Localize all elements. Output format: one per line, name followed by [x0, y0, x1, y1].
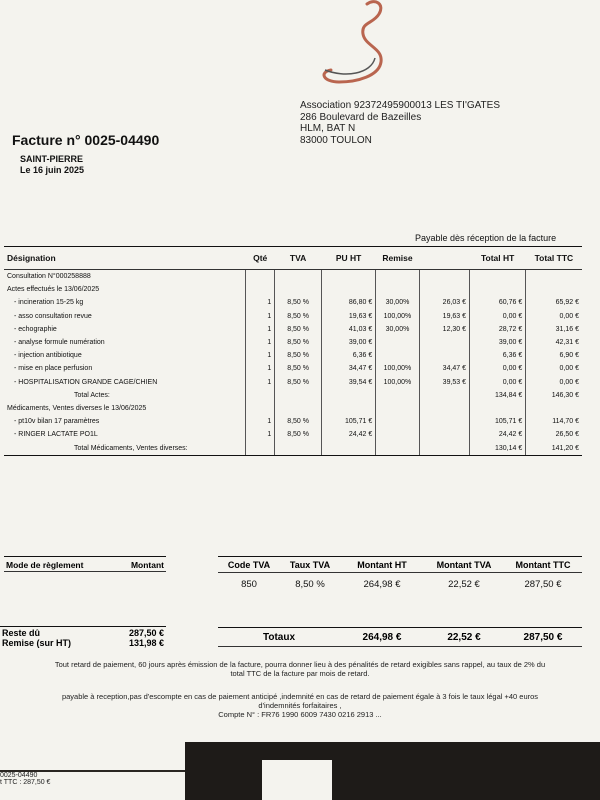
- cell-qty: 1: [246, 349, 275, 362]
- tva-amount: 22,52 €: [448, 579, 480, 590]
- cell-designation: Médicaments, Ventes diverses le 13/06/2025: [7, 404, 147, 412]
- tva-rate-header: Taux TVA: [289, 560, 331, 570]
- terms-line1: payable à reception,pas d'escompte en cas de paiement anticipé ,indemnité en cas de retard de paiement égale à 3 fois le taux légal +40 euros: [61, 692, 539, 701]
- cell-pu-ht: [321, 402, 375, 415]
- payment-header: [4, 556, 166, 572]
- cell-qty: [246, 389, 275, 402]
- cell-remise: [376, 441, 419, 455]
- cell-designation: - echographie: [14, 325, 57, 333]
- table-row: [4, 441, 582, 455]
- cell-total-ht: 0,00 €: [470, 376, 526, 389]
- cell-tva: 8,50 %: [275, 376, 322, 389]
- table-row: [4, 376, 582, 389]
- tva-rate: 8,50 %: [295, 579, 325, 590]
- footer-ref: 0025-04490: [0, 772, 38, 779]
- cell-remise-amount: [419, 441, 469, 455]
- late-note-line2: total TTC de la facture par mois de retard.: [230, 669, 370, 678]
- cell-pu-ht: [321, 270, 375, 284]
- cell-total-ttc: 31,16 €: [526, 323, 582, 336]
- cell-pu-ht: [321, 283, 375, 296]
- cell-total-ht: 105,71 €: [470, 415, 526, 428]
- cell-total-ht: 24,42 €: [470, 428, 526, 441]
- table-row: [4, 402, 582, 415]
- table-row: [4, 270, 582, 284]
- client-name: SAINT-PIERRE: [20, 154, 84, 164]
- cell-remise: 100,00%: [376, 310, 419, 323]
- reste-du-label: Reste dû: [2, 628, 41, 638]
- reste-du-value: 287,50 €: [128, 628, 164, 638]
- cell-remise-amount: 26,03 €: [419, 296, 469, 309]
- invoice-lines-table: [4, 246, 582, 456]
- cell-remise-amount: [419, 336, 469, 349]
- cell-total-ttc: 114,70 €: [526, 415, 582, 428]
- cell-pu-ht: 6,36 €: [321, 349, 375, 362]
- cell-tva: [275, 270, 322, 284]
- cell-designation: - asso consultation revue: [14, 312, 92, 320]
- cell-tva: [275, 402, 322, 415]
- cell-remise: [376, 402, 419, 415]
- balance-block: [0, 626, 166, 648]
- cell-qty: [246, 270, 275, 284]
- cell-pu-ht: [321, 441, 375, 455]
- table-row: [4, 389, 582, 402]
- invoice-client-block: [20, 154, 84, 176]
- footer-stub: [0, 772, 185, 800]
- cell-total-ttc: 65,92 €: [526, 296, 582, 309]
- cell-remise-amount: [419, 270, 469, 284]
- cell-designation: - analyse formule numération: [14, 339, 105, 347]
- cell-designation: Total Médicaments, Ventes diverses:: [4, 441, 246, 455]
- invoice-date: Le 16 juin 2025: [20, 165, 85, 175]
- cell-total-ht: [470, 402, 526, 415]
- cell-total-ht: 0,00 €: [470, 310, 526, 323]
- cell-total-ttc: 26,50 €: [526, 428, 582, 441]
- cell-pu-ht: 105,71 €: [321, 415, 375, 428]
- cell-designation: - injection antibiotique: [14, 352, 82, 360]
- cell-total-ttc: 42,31 €: [526, 336, 582, 349]
- cell-tva: [275, 283, 322, 296]
- tva-code: 850: [241, 579, 257, 590]
- cell-qty: 1: [246, 376, 275, 389]
- cell-pu-ht: 41,03 €: [321, 323, 375, 336]
- cell-qty: 1: [246, 415, 275, 428]
- totals-ttc: 287,50 €: [523, 632, 563, 643]
- payment-mode-label: Mode de règlement: [6, 560, 84, 570]
- late-note-line1: Tout retard de paiement, 60 jours après émission de la facture, pourra donner lieu à des pénalités de retard exigibles sans rappel, au taux de 2% du: [54, 660, 546, 669]
- cell-tva: 8,50 %: [275, 362, 322, 375]
- cell-total-ht: [470, 270, 526, 284]
- cell-remise: 100,00%: [376, 362, 419, 375]
- cell-total-ttc: [526, 402, 582, 415]
- header-total-ht: Total HT: [470, 247, 526, 270]
- photo-dark-background: [185, 742, 600, 800]
- cell-total-ht: [470, 283, 526, 296]
- cell-remise-amount: [419, 428, 469, 441]
- cell-pu-ht: 19,63 €: [321, 310, 375, 323]
- invoice-title: Facture n° 0025-04490: [12, 132, 160, 148]
- payment-terms-note: [0, 692, 600, 719]
- cell-designation: Actes effectués le 13/06/2025: [7, 286, 100, 294]
- cell-tva: 8,50 %: [275, 428, 322, 441]
- cell-designation: - incineration 15-25 kg: [14, 299, 84, 307]
- header-designation: Désignation: [4, 247, 246, 270]
- table-row: [4, 283, 582, 296]
- cell-total-ttc: 146,30 €: [526, 389, 582, 402]
- header-qty: Qté: [246, 247, 275, 270]
- cell-remise: [376, 428, 419, 441]
- header-remise: Remise: [376, 247, 419, 270]
- cell-tva: 8,50 %: [275, 415, 322, 428]
- cell-remise: [376, 336, 419, 349]
- cell-designation: - HOSPITALISATION GRANDE CAGE/CHIEN: [14, 378, 158, 386]
- payable-note: Payable dès réception de la facture: [415, 233, 557, 243]
- cell-pu-ht: 34,47 €: [321, 362, 375, 375]
- cell-total-ttc: [526, 283, 582, 296]
- cell-total-ht: 6,36 €: [470, 349, 526, 362]
- cell-remise-amount: 39,53 €: [419, 376, 469, 389]
- tva-amount-header: Montant TVA: [436, 560, 492, 570]
- tva-ttc-header: Montant TTC: [515, 560, 571, 570]
- table-row: [4, 323, 582, 336]
- cell-pu-ht: 39,00 €: [321, 336, 375, 349]
- table-row: [4, 336, 582, 349]
- tva-ht-header: Montant HT: [357, 560, 407, 570]
- cell-total-ht: 28,72 €: [470, 323, 526, 336]
- cell-qty: 1: [246, 336, 275, 349]
- bank-account: Compte N° : FR76 1990 6009 7430 0216 2913 ...: [218, 710, 382, 719]
- cell-tva: 8,50 %: [275, 349, 322, 362]
- cell-remise: [376, 415, 419, 428]
- cell-qty: [246, 283, 275, 296]
- cell-remise-amount: 12,30 €: [419, 323, 469, 336]
- cell-total-ttc: 0,00 €: [526, 376, 582, 389]
- cell-remise-amount: 34,47 €: [419, 362, 469, 375]
- cell-tva: [275, 389, 322, 402]
- cell-remise: 30,00%: [376, 296, 419, 309]
- cell-total-ttc: 0,00 €: [526, 310, 582, 323]
- cell-total-ht: 0,00 €: [470, 362, 526, 375]
- table-row: [4, 362, 582, 375]
- cell-remise-amount: [419, 349, 469, 362]
- cell-total-ht: 39,00 €: [470, 336, 526, 349]
- cell-pu-ht: [321, 389, 375, 402]
- totals-ht: 264,98 €: [362, 632, 402, 643]
- cell-total-ht: 134,84 €: [470, 389, 526, 402]
- cat-logo-icon: [305, 0, 395, 96]
- cell-remise: [376, 283, 419, 296]
- totals-label: Totaux: [262, 632, 296, 643]
- table-row: [4, 310, 582, 323]
- cell-remise: 30,00%: [376, 323, 419, 336]
- cell-remise: [376, 389, 419, 402]
- cell-tva: 8,50 %: [275, 296, 322, 309]
- table-row: [4, 428, 582, 441]
- cell-total-ttc: [526, 270, 582, 284]
- payment-amount-label: Montant: [130, 560, 164, 570]
- cell-remise-amount: 19,63 €: [419, 310, 469, 323]
- association-address: [300, 100, 500, 146]
- tva-summary-header: [218, 556, 582, 573]
- cell-total-ht: 130,14 €: [470, 441, 526, 455]
- totals-row: [218, 627, 582, 647]
- cell-total-ttc: 141,20 €: [526, 441, 582, 455]
- cell-tva: 8,50 %: [275, 310, 322, 323]
- cell-total-ht: 60,76 €: [470, 296, 526, 309]
- cell-designation: Consultation N°000258888: [7, 273, 91, 281]
- cell-remise-amount: [419, 389, 469, 402]
- cell-total-ttc: 0,00 €: [526, 362, 582, 375]
- tva-ht: 264,98 €: [363, 579, 401, 590]
- cell-designation: - mise en place perfusion: [14, 365, 93, 373]
- header-pu-ht: PU HT: [321, 247, 375, 270]
- cell-pu-ht: 24,42 €: [321, 428, 375, 441]
- cell-tva: 8,50 %: [275, 336, 322, 349]
- cell-qty: [246, 402, 275, 415]
- footer-ttc: t TTC : 287,50 €: [0, 779, 51, 786]
- cell-pu-ht: 86,80 €: [321, 296, 375, 309]
- cell-tva: [275, 441, 322, 455]
- tva-ttc: 287,50 €: [524, 579, 562, 590]
- cell-qty: 1: [246, 310, 275, 323]
- cell-qty: 1: [246, 296, 275, 309]
- cell-designation: Total Actes:: [74, 391, 110, 399]
- remise-value: 131,98 €: [128, 638, 164, 648]
- table-header-row: [4, 247, 582, 270]
- tva-code-header: Code TVA: [227, 560, 271, 570]
- cell-pu-ht: 39,54 €: [321, 376, 375, 389]
- cell-qty: [246, 441, 275, 455]
- cell-qty: 1: [246, 428, 275, 441]
- header-remise-amount: [419, 247, 469, 270]
- totals-tva: 22,52 €: [447, 632, 481, 643]
- cell-remise-amount: [419, 402, 469, 415]
- cell-total-ttc: 6,90 €: [526, 349, 582, 362]
- terms-line2: d'indemnités forfaitaires ,: [258, 701, 342, 710]
- cell-designation: - RINGER LACTATE PO1L: [14, 431, 98, 439]
- cell-remise-amount: [419, 283, 469, 296]
- late-payment-note: [0, 660, 600, 678]
- table-row: [4, 415, 582, 428]
- header-tva: TVA: [275, 247, 322, 270]
- remise-label: Remise (sur HT): [2, 638, 72, 648]
- association-street: 286 Boulevard de Bazeilles: [300, 111, 422, 123]
- cell-remise: 100,00%: [376, 376, 419, 389]
- cell-tva: 8,50 %: [275, 323, 322, 336]
- association-city: 83000 TOULON: [300, 134, 372, 146]
- cell-qty: 1: [246, 362, 275, 375]
- table-row: [4, 296, 582, 309]
- header-total-ttc: Total TTC: [526, 247, 582, 270]
- cell-remise: [376, 270, 419, 284]
- cell-remise-amount: [419, 415, 469, 428]
- tva-row: [218, 579, 582, 590]
- cell-designation: - pt10v bilan 17 paramètres: [14, 418, 100, 426]
- cell-qty: 1: [246, 323, 275, 336]
- association-name: Association 92372495900013 LES TI'GATES: [300, 100, 501, 111]
- cell-remise: [376, 349, 419, 362]
- association-building: HLM, BAT N: [300, 123, 356, 134]
- table-row: [4, 349, 582, 362]
- photo-paper-fragment: [262, 760, 332, 800]
